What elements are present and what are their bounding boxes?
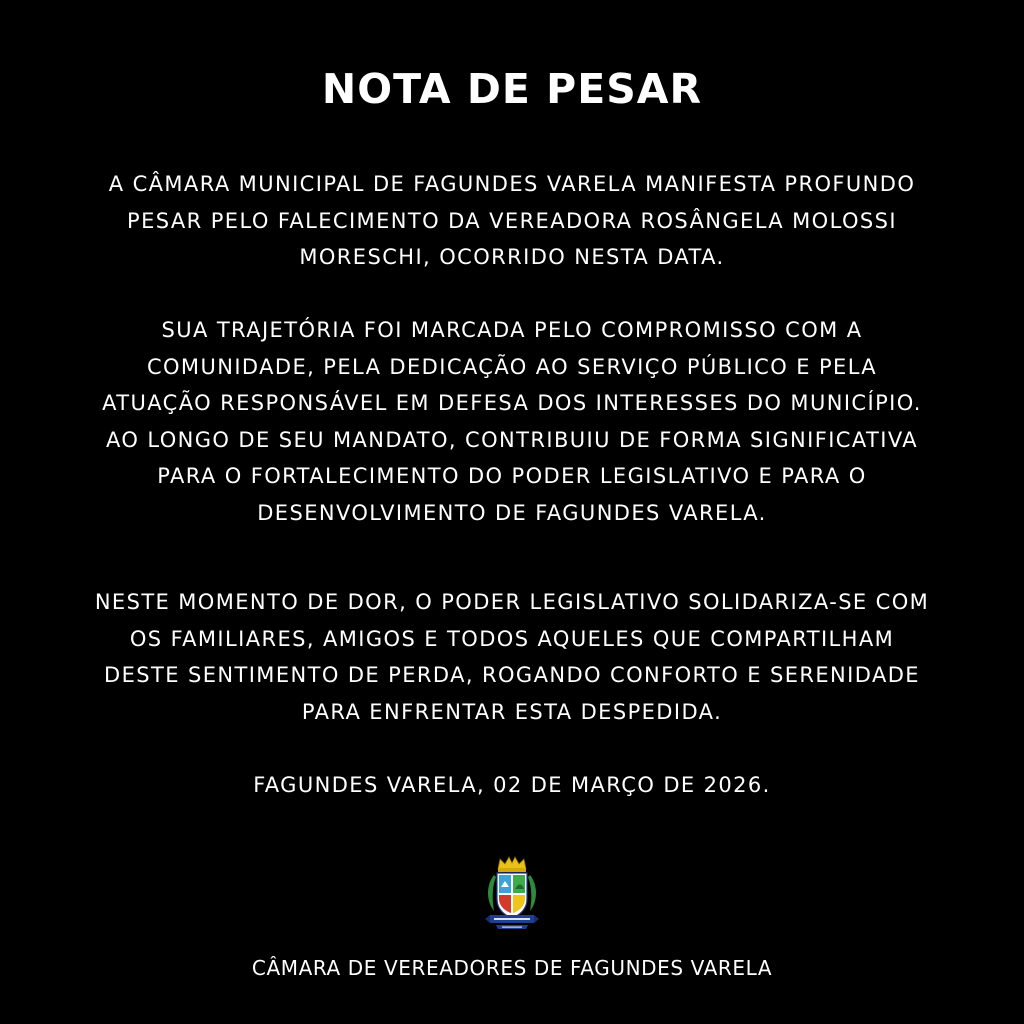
- paragraph-announcement: [0, 166, 1024, 276]
- paragraph-line: NESTE MOMENTO DE DOR, O PODER LEGISLATIVO SOLIDARIZA-SE COM: [94, 590, 930, 614]
- municipal-coat-of-arms-icon: [480, 855, 544, 931]
- paragraph-tribute: [0, 312, 1024, 531]
- page-title: NOTA DE PESAR: [321, 65, 703, 113]
- date-line: FAGUNDES VARELA, 02 DE MARÇO DE 2026.: [253, 773, 771, 797]
- paragraph-line: DESENVOLVIMENTO DE FAGUNDES VARELA.: [257, 500, 767, 525]
- footer-organization: CÂMARA DE VEREADORES DE FAGUNDES VARELA: [251, 956, 773, 980]
- paragraph-line: SUA TRAJETÓRIA FOI MARCADA PELO COMPROMISSO COM A: [161, 318, 863, 342]
- paragraph-line: A CÂMARA MUNICIPAL DE FAGUNDES VARELA MANIFESTA PROFUNDO: [108, 172, 916, 196]
- paragraph-solidarity: [0, 584, 1024, 730]
- paragraph-line: DESTE SENTIMENTO DE PERDA, ROGANDO CONFORTO E SERENIDADE: [104, 663, 920, 687]
- paragraph-line: OS FAMILIARES, AMIGOS E TODOS AQUELES QUE COMPARTILHAM: [129, 626, 895, 651]
- paragraph-line: ATUAÇÃO RESPONSÁVEL EM DEFESA DOS INTERESSES DO MUNICÍPIO.: [102, 391, 922, 415]
- paragraph-line: PESAR PELO FALECIMENTO DA VEREADORA ROSÂNGELA MOLOSSI: [127, 208, 897, 233]
- paragraph-line: COMUNIDADE, PELA DEDICAÇÃO AO SERVIÇO PÚBLICO E PELA: [146, 354, 878, 379]
- paragraph-line: PARA ENFRENTAR ESTA DESPEDIDA.: [301, 699, 723, 724]
- paragraph-line: PARA O FORTALECIMENTO DO PODER LEGISLATIVO E PARA O: [157, 464, 867, 488]
- paragraph-line: MORESCHI, OCORRIDO NESTA DATA.: [299, 245, 725, 269]
- paragraph-line: AO LONGO DE SEU MANDATO, CONTRIBUIU DE FORMA SIGNIFICATIVA: [105, 427, 919, 452]
